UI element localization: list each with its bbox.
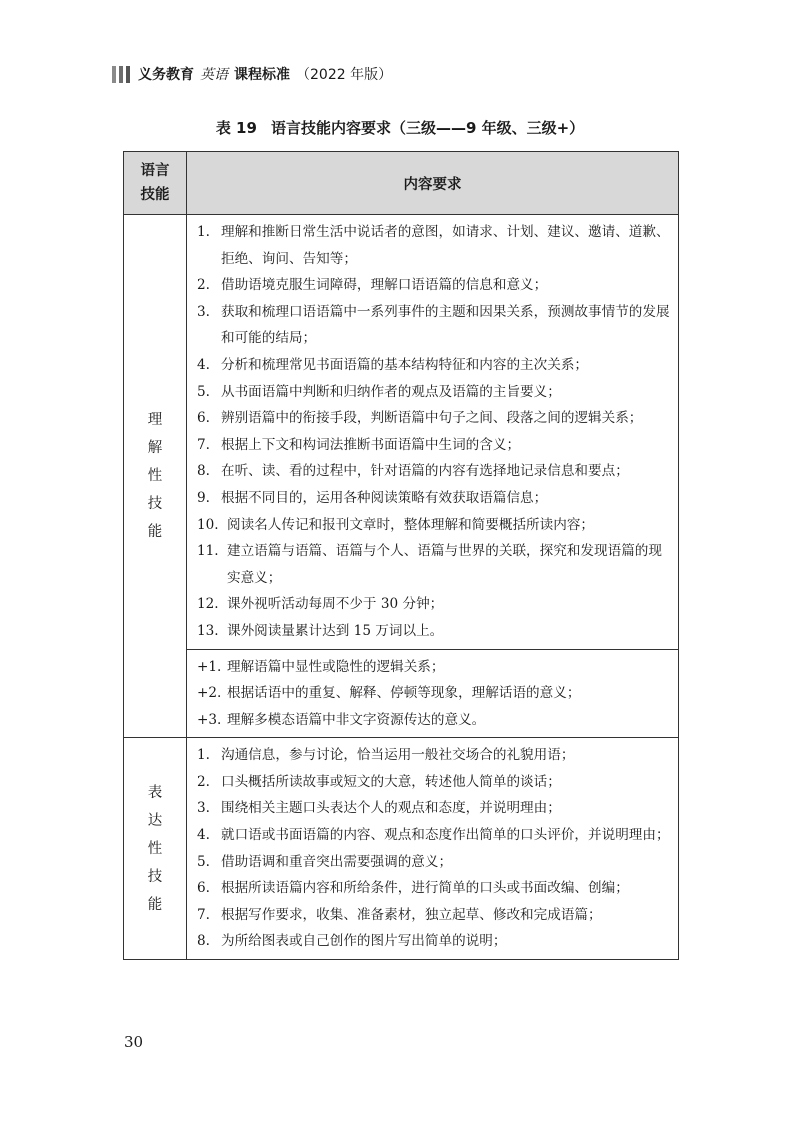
item-text: 建立语篇与语篇、语篇与个人、语篇与世界的关联，探究和发现语篇的现实意义； (227, 543, 662, 586)
item-number: 5. (197, 853, 210, 870)
item-number: 2. (197, 277, 210, 294)
table-header-row (124, 152, 678, 215)
item-text: 借助语境克服生词障碍，理解口语语篇的信息和意义； (221, 277, 548, 294)
header-content-column: 内容要求 (403, 176, 462, 193)
skill-label-char: 能 (147, 896, 163, 913)
requirement-item (197, 654, 672, 681)
header-skill-column (124, 152, 187, 214)
expression-skill-label (124, 738, 187, 959)
requirement-item (197, 272, 672, 299)
skill-label-char: 性 (147, 840, 163, 857)
requirement-item (197, 928, 672, 955)
item-number: 2. (197, 773, 210, 790)
item-number: 6. (197, 410, 210, 427)
header-standard: 课程标准 (234, 67, 290, 83)
header-title: 义务教育 (138, 67, 194, 83)
item-number: 3. (197, 800, 210, 817)
item-number: 9. (197, 489, 210, 506)
requirement-item (197, 822, 672, 849)
requirement-item (197, 618, 672, 645)
expression-row (124, 738, 678, 959)
item-number: 10. (197, 516, 219, 533)
item-text: 在听、读、看的过程中，针对语篇的内容有选择地记录信息和要点； (221, 463, 629, 480)
item-number: +1. (197, 658, 222, 675)
item-text: 根据话语中的重复、解释、停顿等现象，理解话语的意义； (227, 685, 581, 702)
item-text: 借助语调和重音突出需要强调的意义； (221, 853, 453, 870)
requirement-item (197, 432, 672, 459)
item-text: 根据写作要求，收集、准备素材，独立起草、修改和完成语篇； (221, 906, 602, 923)
requirements-table (123, 151, 679, 960)
item-text: 课外阅读量累计达到 15 万词以上。 (227, 622, 444, 639)
item-text: 理解和推断日常生活中说话者的意图，如请求、计划、建议、邀请、道歉、拒绝、询问、告知等； (221, 224, 670, 267)
item-text: 获取和梳理口语语篇中一系列事件的主题和因果关系，预测故事情节的发展和可能的结局； (221, 303, 670, 347)
table-number: 表 19 (215, 119, 257, 137)
requirement-item (197, 591, 672, 618)
item-number: 7. (197, 906, 210, 923)
page-number: 30 (124, 1033, 144, 1051)
item-number: 7. (197, 436, 210, 453)
comprehension-skill-label (124, 215, 187, 737)
header-bars-decoration (112, 66, 130, 83)
item-text: 沟通信息，参与讨论，恰当运用一般社交场合的礼貌用语； (221, 747, 575, 764)
item-text: 就口语或书面语篇的内容、观点和态度作出简单的口头评价，并说明理由； (221, 827, 670, 844)
requirement-item (197, 795, 672, 822)
comprehension-items (187, 215, 678, 649)
skill-label-char: 理 (147, 412, 163, 429)
item-text: 为所给图表或自己创作的图片写出简单的说明； (221, 933, 507, 950)
item-text: 分析和梳理常见书面语篇的基本结构特征和内容的主次关系； (221, 356, 589, 373)
requirement-item (197, 902, 672, 929)
item-number: 1. (197, 224, 210, 240)
item-number: +2. (197, 685, 222, 702)
comprehension-plus-items (187, 649, 678, 738)
requirement-item (197, 485, 672, 512)
item-number: 8. (197, 933, 210, 950)
requirement-item (197, 769, 672, 796)
item-number: 1. (197, 747, 210, 764)
skill-label-char: 解 (147, 440, 163, 457)
item-text: 阅读名人传记和报刊文章时，整体理解和简要概括所读内容； (227, 516, 595, 533)
requirement-item (197, 379, 672, 406)
header-edition: （2022 年版） (296, 67, 393, 83)
header-skill-line: 语言 (140, 163, 170, 179)
item-number: 12. (197, 596, 219, 613)
requirement-item (197, 538, 672, 591)
requirement-item (197, 352, 672, 379)
skill-label-char: 能 (147, 524, 163, 541)
item-text: 课外视听活动每周不少于 30 分钟； (227, 596, 444, 613)
header-subject: 英语 (200, 67, 228, 83)
requirement-item (197, 219, 672, 272)
item-text: 口头概括所读故事或短文的大意，转述他人简单的谈话； (221, 773, 561, 790)
skill-label-char: 达 (147, 812, 163, 829)
item-number: 5. (197, 383, 210, 400)
item-number: 4. (197, 827, 210, 844)
expression-items (187, 738, 678, 959)
expression-content (187, 738, 678, 959)
comprehension-row (124, 215, 678, 738)
item-number: 11. (197, 543, 219, 560)
skill-label-char: 技 (147, 868, 163, 885)
item-text: 根据所读语篇内容和所给条件，进行简单的口头或书面改编、创编； (221, 880, 629, 897)
item-text: 根据不同目的，运用各种阅读策略有效获取语篇信息； (221, 489, 548, 506)
item-text: 理解多模态语篇中非文字资源传达的意义。 (227, 711, 486, 728)
requirement-item (197, 742, 672, 769)
table-caption (0, 117, 800, 138)
item-number: 4. (197, 356, 210, 373)
item-number: 3. (197, 303, 210, 320)
header-skill-line: 技能 (140, 187, 170, 203)
skill-label-char: 性 (147, 468, 163, 485)
item-number: 6. (197, 880, 210, 897)
requirement-item (197, 707, 672, 734)
skill-label-char: 技 (147, 496, 163, 513)
item-number: +3. (197, 711, 222, 728)
comprehension-content (187, 215, 678, 737)
item-text: 理解语篇中显性或隐性的逻辑关系； (227, 658, 445, 675)
requirement-item (197, 680, 672, 707)
item-text: 辨别语篇中的衔接手段，判断语篇中句子之间、段落之间的逻辑关系； (221, 410, 643, 427)
requirement-item (197, 458, 672, 485)
requirement-item (197, 849, 672, 876)
running-header (112, 63, 392, 85)
requirement-item (197, 512, 672, 539)
item-text: 根据上下文和构词法推断书面语篇中生词的含义； (221, 436, 521, 453)
requirement-item (197, 299, 672, 352)
item-number: 8. (197, 463, 210, 480)
requirement-item (197, 405, 672, 432)
item-text: 从书面语篇中判断和归纳作者的观点及语篇的主旨要义； (221, 383, 561, 400)
skill-label-char: 表 (147, 784, 163, 801)
requirement-item (197, 875, 672, 902)
item-number: 13. (197, 622, 219, 639)
table-title: 语言技能内容要求（三级——9 年级、三级+） (270, 119, 585, 137)
item-text: 围绕相关主题口头表达个人的观点和态度，并说明理由； (221, 800, 561, 817)
